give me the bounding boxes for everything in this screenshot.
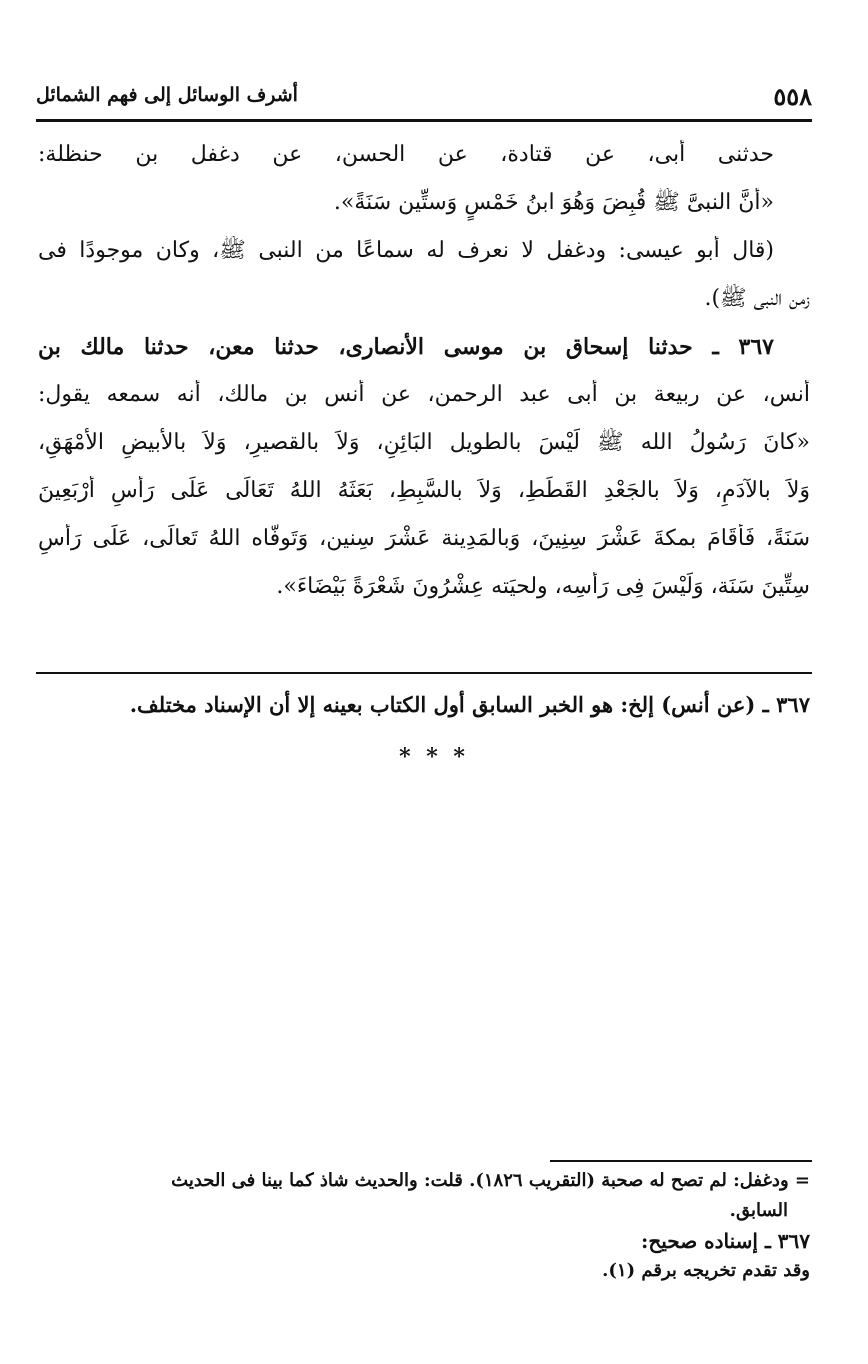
section-separator: * * * <box>399 744 469 770</box>
body-line: «كانَ رَسُولُ الله ﷺ لَيْسَ بالطويل البَائِنِ، وَلاَ بالقصيرِ، وَلاَ بالأبيضِ الأمْهَقِ، <box>38 430 810 455</box>
footnote-line: السابق. <box>729 1200 788 1221</box>
footnotes <box>38 1168 810 1288</box>
body-line: سَنَةً، فَأقَامَ بمكةَ عَشْرَ سِنِينَ، وَبالمَدِينة عَشْرَ سِنين، وَتَوفَّاه اللهُ تَعالَى، عَلَى رَأسِ <box>38 526 810 551</box>
body-line: أنس، عن ربيعة بن أبى عبد الرحمن، عن أنس بن مالك، أنه سمعه يقول: <box>38 382 810 407</box>
footnote-rule <box>550 1160 812 1162</box>
body-line: «أنَّ النبىَّ ﷺ قُبِضَ وَهُوَ ابنُ خَمْسٍ وَستِّين سَنَةً». <box>333 190 774 215</box>
body-line: (قال أبو عيسى: ودغفل لا نعرف له سماعًا من النبى ﷺ، وكان موجودًا فى <box>38 238 774 263</box>
running-title: أشرف الوسائل إلى فهم الشمائل <box>36 84 298 106</box>
body-line: وَلاَ بالآدَمِ، وَلاَ بالجَعْدِ القَطَطِ، وَلاَ بالسَّبِطِ، بَعَثَهُ اللهُ تَعَالَى عَلَى رَأسِ أَرْبَعِينَ <box>38 478 810 503</box>
body-line: سِتِّينَ سَنَة، وَلَيْسَ فِى رَأسِه، ولحيَته عِشْرُونَ شَعْرَةً بَيْضَاءَ». <box>276 574 810 599</box>
footnote-heading: ٣٦٧ ـ إسناده صحيح: <box>640 1229 810 1253</box>
main-text <box>38 140 810 620</box>
body-line: حدثنى أبى، عن قتادة، عن الحسن، عن دغفل بن حنظلة: <box>38 142 774 167</box>
hadith-367-heading-line: ٣٦٧ ـ حدثنا إسحاق بن موسى الأنصارى، حدثنا معن، حدثنا مالك بن <box>38 334 774 360</box>
commentary-rule <box>36 672 812 674</box>
page-header <box>36 80 812 114</box>
page-number: ٥٥٨ <box>773 82 812 111</box>
body-line: زمن النبى ﷺ). <box>704 286 810 311</box>
header-rule <box>36 119 812 122</box>
commentary-note: ٣٦٧ ـ (عن أنس) إلخ: هو الخبر السابق أول الكتاب بعينه إلا أن الإسناد مختلف. <box>129 692 810 717</box>
footnote-line: وقد تقدم تخريجه برقم (١). <box>602 1260 810 1281</box>
footnote-line: = ودغفل: لم تصح له صحبة (التقريب ١٨٢٦). قلت: والحديث شاذ كما بينا فى الحديث <box>171 1170 810 1191</box>
